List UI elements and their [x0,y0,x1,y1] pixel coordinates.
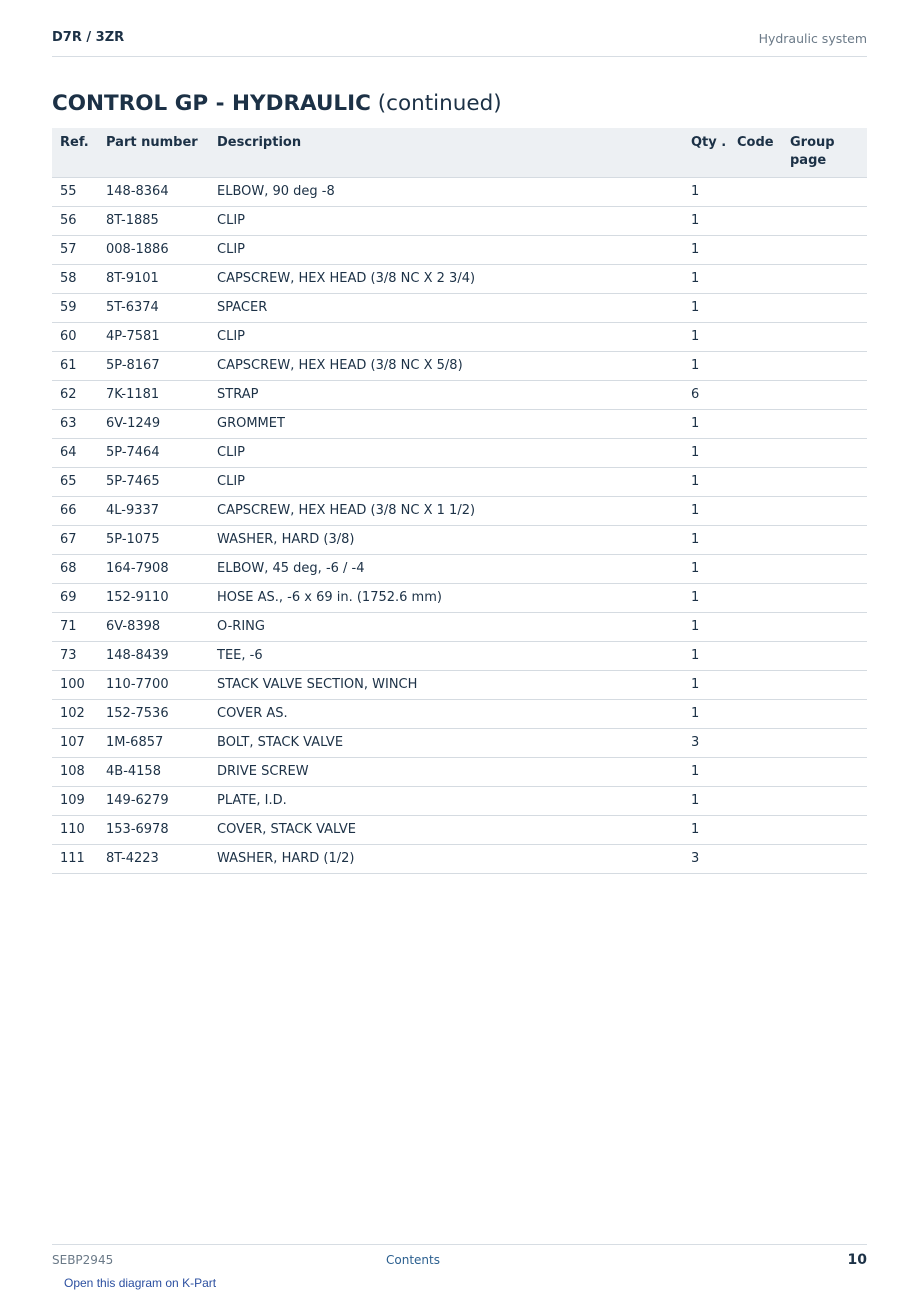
part-number-cell: 1M-6857 [106,728,217,757]
description-cell: CAPSCREW, HEX HEAD (3/8 NC X 5/8) [217,351,691,380]
group-page-cell [790,786,867,815]
code-cell [737,380,790,409]
description-cell: BOLT, STACK VALVE [217,728,691,757]
code-cell [737,438,790,467]
ref-cell: 110 [52,815,106,844]
code-cell [737,496,790,525]
qty-cell: 1 [691,264,737,293]
part-number-cell: 164-7908 [106,554,217,583]
group-page-cell [790,322,867,351]
part-number-cell: 152-9110 [106,583,217,612]
description-cell: CLIP [217,438,691,467]
qty-cell: 1 [691,206,737,235]
group-page-cell [790,177,867,206]
table-row [52,438,867,467]
qty-cell: 3 [691,728,737,757]
qty-cell: 1 [691,757,737,786]
column-header-ref: Ref. [52,128,106,177]
document-id: SEBP2945 [52,1253,114,1267]
table-row [52,612,867,641]
part-number-cell: 153-6978 [106,815,217,844]
table-row [52,496,867,525]
part-number-cell: 8T-4223 [106,844,217,873]
machine-model: D7R / 3ZR [52,30,125,45]
group-page-cell [790,351,867,380]
ref-cell: 62 [52,380,106,409]
column-header-part-number: Part number [106,128,217,177]
code-cell [737,757,790,786]
code-cell [737,235,790,264]
description-cell: HOSE AS., -6 x 69 in. (1752.6 mm) [217,583,691,612]
qty-cell: 1 [691,583,737,612]
part-number-cell: 152-7536 [106,699,217,728]
table-header-row [52,128,867,177]
qty-cell: 1 [691,612,737,641]
code-cell [737,815,790,844]
ref-cell: 107 [52,728,106,757]
code-cell [737,206,790,235]
part-number-cell: 4L-9337 [106,496,217,525]
qty-cell: 3 [691,844,737,873]
group-page-cell [790,554,867,583]
group-page-cell [790,757,867,786]
table-row [52,264,867,293]
ref-cell: 61 [52,351,106,380]
ref-cell: 71 [52,612,106,641]
table-row [52,409,867,438]
ref-cell: 55 [52,177,106,206]
title-suffix: (continued) [370,91,502,116]
code-cell [737,293,790,322]
part-number-cell: 8T-1885 [106,206,217,235]
ref-cell: 67 [52,525,106,554]
table-row [52,786,867,815]
page-title [52,89,502,119]
description-cell: DRIVE SCREW [217,757,691,786]
code-cell [737,467,790,496]
table-row [52,206,867,235]
table-row [52,235,867,264]
column-header-qty: Qty . [691,128,737,177]
table-row [52,641,867,670]
description-cell: GROMMET [217,409,691,438]
part-number-cell: 7K-1181 [106,380,217,409]
qty-cell: 1 [691,786,737,815]
part-number-cell: 5T-6374 [106,293,217,322]
code-cell [737,699,790,728]
ref-cell: 69 [52,583,106,612]
code-cell [737,351,790,380]
code-cell [737,583,790,612]
part-number-cell: 148-8364 [106,177,217,206]
parts-table [52,128,867,874]
part-number-cell: 4B-4158 [106,757,217,786]
ref-cell: 59 [52,293,106,322]
table-row [52,728,867,757]
table-row [52,670,867,699]
part-number-cell: 148-8439 [106,641,217,670]
description-cell: CLIP [217,467,691,496]
ref-cell: 102 [52,699,106,728]
description-cell: CAPSCREW, HEX HEAD (3/8 NC X 1 1/2) [217,496,691,525]
code-cell [737,728,790,757]
column-header-description: Description [217,128,691,177]
qty-cell: 1 [691,293,737,322]
group-page-cell [790,409,867,438]
table-row [52,380,867,409]
table-row [52,844,867,873]
description-cell: SPACER [217,293,691,322]
group-page-cell [790,438,867,467]
group-page-cell [790,583,867,612]
part-number-cell: 008-1886 [106,235,217,264]
ref-cell: 63 [52,409,106,438]
part-number-cell: 110-7700 [106,670,217,699]
page-number: 10 [847,1252,867,1268]
part-number-cell: 5P-8167 [106,351,217,380]
part-number-cell: 8T-9101 [106,264,217,293]
description-cell: COVER, STACK VALVE [217,815,691,844]
code-cell [737,641,790,670]
qty-cell: 1 [691,322,737,351]
description-cell: PLATE, I.D. [217,786,691,815]
group-page-cell [790,612,867,641]
description-cell: WASHER, HARD (1/2) [217,844,691,873]
group-page-cell [790,206,867,235]
qty-cell: 1 [691,467,737,496]
code-cell [737,844,790,873]
ref-cell: 68 [52,554,106,583]
table-row [52,322,867,351]
qty-cell: 1 [691,815,737,844]
group-page-cell [790,815,867,844]
description-cell: CLIP [217,322,691,351]
ref-cell: 100 [52,670,106,699]
group-page-cell [790,844,867,873]
description-cell: TEE, -6 [217,641,691,670]
table-row [52,177,867,206]
table-row [52,525,867,554]
ref-cell: 108 [52,757,106,786]
ref-cell: 66 [52,496,106,525]
ref-cell: 57 [52,235,106,264]
table-row [52,351,867,380]
group-page-cell [790,699,867,728]
ref-cell: 60 [52,322,106,351]
code-cell [737,322,790,351]
part-number-cell: 5P-7464 [106,438,217,467]
part-number-cell: 6V-1249 [106,409,217,438]
ref-cell: 65 [52,467,106,496]
ref-cell: 73 [52,641,106,670]
description-cell: CLIP [217,235,691,264]
code-cell [737,554,790,583]
qty-cell: 1 [691,438,737,467]
ref-cell: 109 [52,786,106,815]
qty-cell: 1 [691,699,737,728]
qty-cell: 1 [691,554,737,583]
description-cell: CLIP [217,206,691,235]
ref-cell: 64 [52,438,106,467]
column-header-code: Code [737,128,790,177]
table-row [52,699,867,728]
group-page-cell [790,641,867,670]
code-cell [737,670,790,699]
group-page-cell [790,293,867,322]
table-row [52,467,867,496]
part-number-cell: 6V-8398 [106,612,217,641]
parts-table-body [52,177,867,873]
description-cell: STRAP [217,380,691,409]
description-cell: ELBOW, 90 deg -8 [217,177,691,206]
description-cell: COVER AS. [217,699,691,728]
table-row [52,757,867,786]
ref-cell: 56 [52,206,106,235]
code-cell [737,177,790,206]
part-number-cell: 4P-7581 [106,322,217,351]
ref-cell: 111 [52,844,106,873]
part-number-cell: 5P-7465 [106,467,217,496]
code-cell [737,612,790,641]
qty-cell: 1 [691,177,737,206]
code-cell [737,786,790,815]
part-number-cell: 149-6279 [106,786,217,815]
page-header [52,28,867,57]
contents-link[interactable]: Contents [386,1253,440,1267]
table-row [52,583,867,612]
qty-cell: 6 [691,380,737,409]
qty-cell: 1 [691,235,737,264]
code-cell [737,264,790,293]
group-page-cell [790,496,867,525]
column-header-group-page: Group page [790,128,867,177]
code-cell [737,525,790,554]
qty-cell: 1 [691,351,737,380]
group-page-cell [790,467,867,496]
qty-cell: 1 [691,641,737,670]
description-cell: STACK VALVE SECTION, WINCH [217,670,691,699]
description-cell: CAPSCREW, HEX HEAD (3/8 NC X 2 3/4) [217,264,691,293]
open-kpart-link[interactable]: Open this diagram on K-Part [64,1276,217,1290]
table-row [52,815,867,844]
group-page-cell [790,525,867,554]
qty-cell: 1 [691,496,737,525]
group-page-cell [790,728,867,757]
table-row [52,554,867,583]
group-page-cell [790,235,867,264]
footer-divider [52,1244,867,1245]
description-cell: O-RING [217,612,691,641]
ref-cell: 58 [52,264,106,293]
qty-cell: 1 [691,409,737,438]
table-row [52,293,867,322]
description-cell: ELBOW, 45 deg, -6 / -4 [217,554,691,583]
qty-cell: 1 [691,525,737,554]
qty-cell: 1 [691,670,737,699]
group-page-cell [790,670,867,699]
title-main: CONTROL GP - HYDRAULIC [52,91,371,116]
section-name: Hydraulic system [758,31,867,46]
group-page-cell [790,380,867,409]
code-cell [737,409,790,438]
group-page-cell [790,264,867,293]
description-cell: WASHER, HARD (3/8) [217,525,691,554]
part-number-cell: 5P-1075 [106,525,217,554]
